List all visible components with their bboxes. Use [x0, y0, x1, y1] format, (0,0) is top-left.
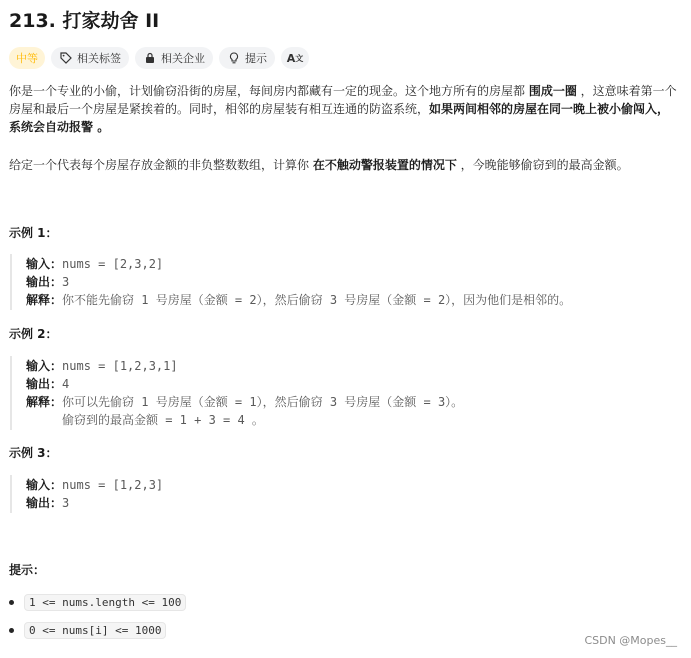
hint-button[interactable] [219, 47, 275, 69]
hint-label: 提示 [245, 52, 267, 65]
example-1-output: 输出：3 [26, 275, 70, 289]
lock-icon [143, 51, 157, 65]
example-1-title: 示例 1： [9, 226, 58, 240]
constraint-item [9, 594, 186, 611]
related-tags-label: 相关标签 [77, 52, 121, 65]
example-3-block [10, 475, 672, 513]
problem-title: 213. 打家劫舍 II [9, 10, 160, 32]
example-1-explanation: 解释：你不能先偷窃 1 号房屋（金额 = 2），然后偷窃 3 号房屋（金额 = 2），因为他们是相邻的。 [26, 293, 572, 307]
bullet [9, 600, 14, 605]
related-tags-button[interactable] [51, 47, 129, 69]
related-companies-label: 相关企业 [161, 52, 205, 65]
constraint-item [9, 622, 166, 639]
related-companies-button[interactable] [135, 47, 213, 69]
example-1-input: 输入：nums = [2,3,2] [26, 257, 164, 271]
example-3-title: 示例 3： [9, 446, 58, 460]
translate-button[interactable] [281, 47, 309, 69]
example-2-explanation: 解释：你可以先偷窃 1 号房屋（金额 = 1），然后偷窃 3 号房屋（金额 = 3）。 [26, 395, 464, 409]
example-2-explanation-cont: 偷窃到的最高金额 = 1 + 3 = 4 。 [62, 413, 264, 427]
example-2-title: 示例 2： [9, 327, 58, 341]
description-paragraph-2: 给定一个代表每个房屋存放金额的非负整数数组，计算你 在不触动警报装置的情况下 ，今晚能够偷窃到的最高金额。 [9, 158, 629, 172]
example-3-output: 输出：3 [26, 496, 70, 510]
constraint-code: 0 <= nums[i] <= 1000 [24, 622, 166, 639]
example-2-output: 输出：4 [26, 377, 70, 391]
translate-icon: A 文 [286, 51, 304, 65]
tag-icon [59, 51, 73, 65]
example-2-block [10, 356, 672, 430]
constraint-code: 1 <= nums.length <= 100 [24, 594, 186, 611]
difficulty-badge: 中等 [9, 47, 45, 69]
description-paragraph-1: 你是一个专业的小偷，计划偷窃沿街的房屋，每间房内都藏有一定的现金。这个地方所有的房屋都 围成一圈 ，这意味着第一个房屋和最后一个房屋是紧挨着的。同时，相邻的房屋装有相互连通的防盗系统，如果两间相邻的房屋在同一晚上被小偷闯入，系统会自动报警 。 [9, 84, 677, 134]
example-2-input: 输入：nums = [1,2,3,1] [26, 359, 178, 373]
bullet [9, 628, 14, 633]
example-3-input: 输入：nums = [1,2,3] [26, 478, 164, 492]
example-1-block [10, 254, 672, 310]
watermark: CSDN @Mopes__ [584, 634, 677, 647]
tag-bar [9, 47, 309, 69]
lightbulb-icon [227, 51, 241, 65]
constraints-title: 提示： [9, 563, 46, 577]
